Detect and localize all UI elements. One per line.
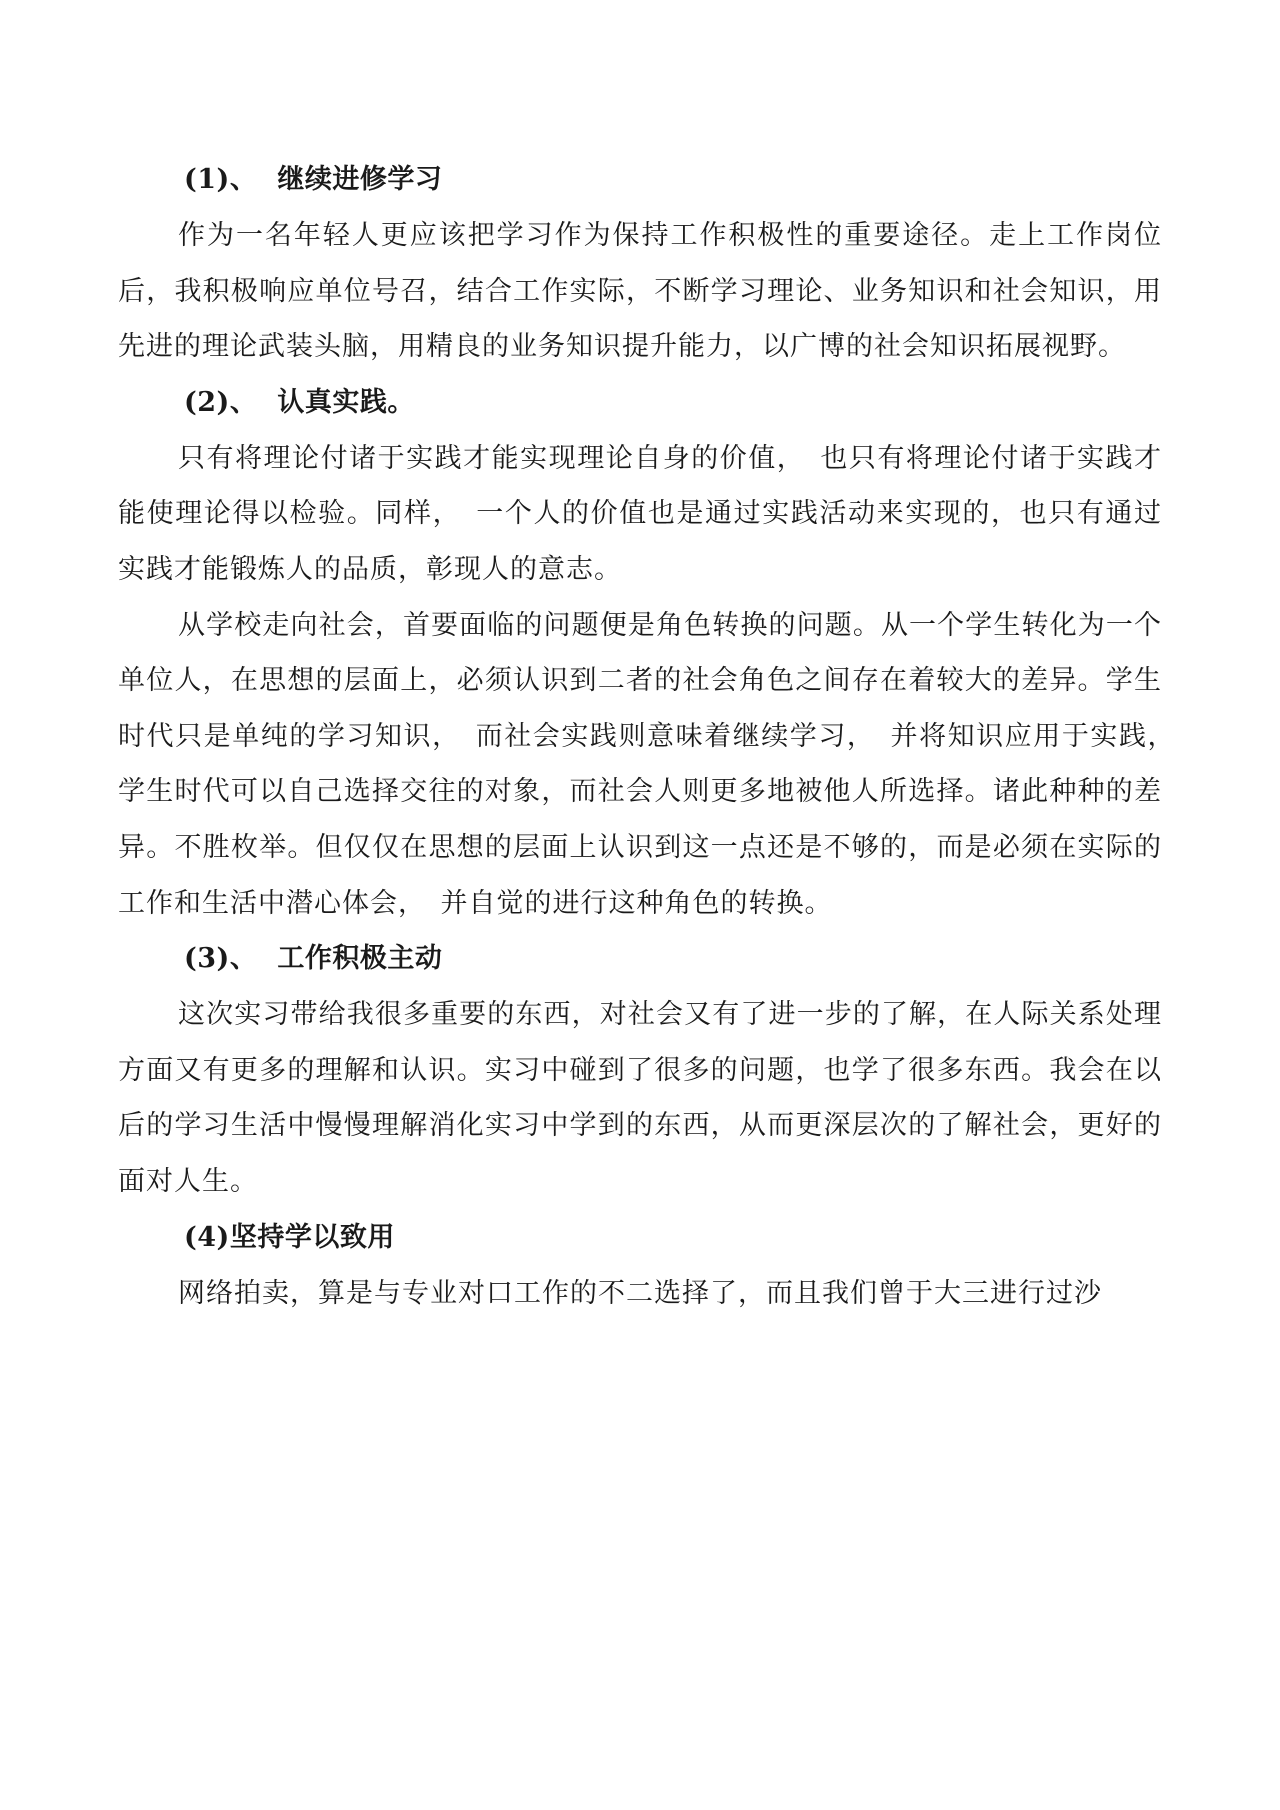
section-number: (3)、 (184, 943, 258, 975)
section-heading-1 (118, 152, 1162, 208)
section-number: (1)、 (184, 164, 258, 195)
section-title: 继续进修学习 (277, 164, 443, 195)
paragraph: 作为一名年轻人更应该把学习作为保持工作积极性的重要途径。走上工作岗位后，我积极响应单位号召，结合工作实际，不断学习理论、业务知识和社会知识，用先进的理论武装头脑，用精良的业务知识提升能力，以广博的社会知识拓展视野。 (118, 220, 1162, 363)
document-page (118, 152, 1190, 1321)
section-title: 认真实践。 (277, 386, 415, 418)
section-number: (4) (184, 1221, 230, 1253)
section-number: (2)、 (184, 386, 258, 418)
paragraph: 从学校走向社会，首要面临的问题便是角色转换的问题。从一个学生转化为一个单位人，在思想的层面上，必须认识到二者的社会角色之间存在着较大的差异。学生时代只是单纯的学习知识， 而社会实践则意味着继续学习， 并将知识应用于实践， 学生时代可以自己选择交往的对象，而社会人则更多地被他人所选择。诸此种种的差异。不胜枚举。但仅仅在思想的层面上认识到这一点还是不够的，而是必须在实际的工作和生活中潜心体会， 并自觉的进行这种角色的转换。 (118, 609, 1190, 919)
section-heading-4 (118, 1210, 1162, 1266)
paragraph: 这次实习带给我很多重要的东西，对社会又有了进一步的了解，在人际关系处理方面又有更多的理解和认识。实习中碰到了很多的问题，也学了很多东西。我会在以后的学习生活中慢慢理解消化实习中学到的东西，从而更深层次的了解社会，更好的面对人生。 (118, 999, 1162, 1197)
section-heading-2 (118, 375, 1162, 431)
paragraph: 只有将理论付诸于实践才能实现理论自身的价值， 也只有将理论付诸于实践才能使理论得以检验。同样， 一个人的价值也是通过实践活动来实现的，也只有通过实践才能锻炼人的品质，彰现人的意志。 (118, 442, 1162, 585)
paragraph: 网络拍卖，算是与专业对口工作的不二选择了，而且我们曾于大三进行过沙 (178, 1277, 1102, 1309)
section-heading-3 (118, 931, 1162, 987)
section-title: 坚持学以致用 (229, 1221, 395, 1253)
section-title: 工作积极主动 (277, 943, 443, 975)
